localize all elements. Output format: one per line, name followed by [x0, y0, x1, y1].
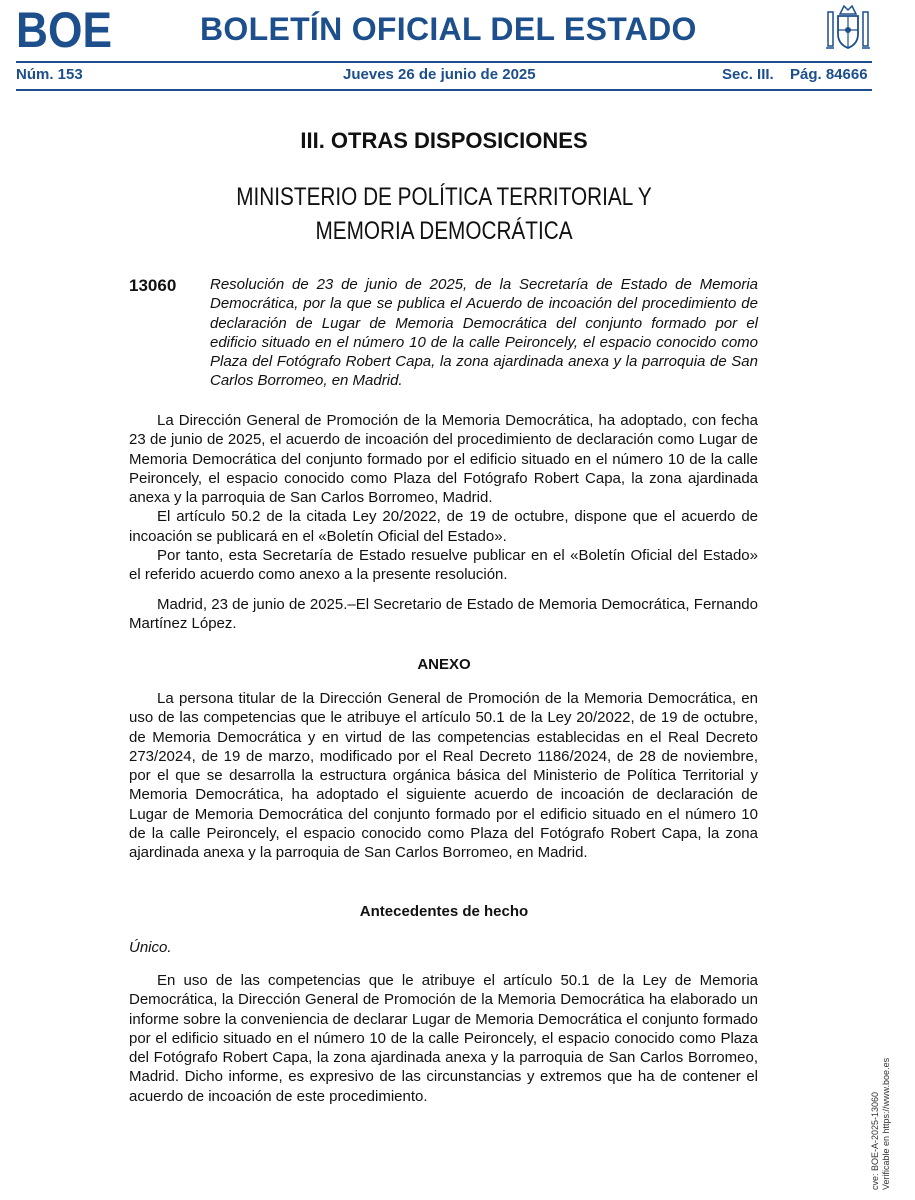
page-number: Pág. 84666: [790, 66, 868, 83]
header-rule-top: [16, 61, 872, 63]
margin-verify-url: Verificable en https://www.boe.es: [881, 1057, 891, 1190]
margin-cve: cve: BOE-A-2025-13060: [870, 1091, 880, 1190]
boe-logo-text: BOE: [16, 2, 112, 58]
section-label: Sec. III.: [722, 66, 774, 83]
publication-title: BOLETÍN OFICIAL DEL ESTADO: [200, 11, 697, 47]
annex-body: [129, 689, 758, 863]
section-title: III. OTRAS DISPOSICIONES: [300, 128, 588, 153]
resolution-body: [129, 411, 758, 585]
antecedentes-heading: Antecedentes de hecho: [359, 903, 529, 920]
disposition-number: 13060: [129, 276, 177, 295]
annex-paragraph-1: La persona titular de la Dirección General de Promoción de la Memoria Democrática, en uso de las competencias que le atribuye el artículo 50.1 de la Ley 20/2022, de 19 de octubre, de Memoria Democrática y en virtud de las competencias establecidas en el Real Decreto 273/2024, de 19 de marzo, modificado por el Real Decreto 1186/2024, de 28 de noviembre, por el que se desarrolla la estructura orgánica básica del Ministerio de Política Territorial y Memoria Democrática, ha adoptado el siguiente acuerdo de incoación de declaración de Lugar de Memoria Democrática del conjunto formado por el edificio situado en el número 10 de la calle Peironcely, el espacio conocido como Plaza del Fotógrafo Robert Capa, la zona ajardinada anexa y la parroquia de San Carlos Borromeo, en Madrid.: [129, 690, 758, 862]
annex-title: ANEXO: [417, 656, 471, 673]
issue-date: Jueves 26 de junio de 2025: [343, 66, 536, 83]
signature-text: Madrid, 23 de junio de 2025.–El Secretario de Estado de Memoria Democrática, Fernando Martínez López.: [129, 596, 758, 633]
body-paragraph-1: La Dirección General de Promoción de la Memoria Democrática, ha adoptado, con fecha 23 de junio de 2025, el acuerdo de incoación del procedimiento de declaración como Lugar de Memoria Democrática del conjunto formado por el edificio situado en el número 10 de la calle Peironcely, el espacio conocido como Plaza del Fotógrafo Robert Capa, la zona ajardinada anexa y la parroquia de San Carlos Borromeo, Madrid.: [129, 412, 758, 507]
unico-label: Único.: [129, 939, 172, 956]
boe-logo: [16, 2, 112, 58]
issue-number: Núm. 153: [16, 66, 83, 83]
unico-body: [129, 971, 758, 1106]
body-paragraph-3: Por tanto, esta Secretaría de Estado resuelve publicar en el «Boletín Oficial del Estado» el referido acuerdo como anexo a la presente resolución.: [129, 547, 758, 584]
signature-block: [129, 595, 758, 634]
ministry-title: MINISTERIO DE POLÍTICA TERRITORIAL Y MEMORIA DEMOCRÁTICA: [236, 183, 652, 245]
header-rule-bottom: [16, 89, 872, 91]
disposition-summary: Resolución de 23 de junio de 2025, de la Secretaría de Estado de Memoria Democrática, por la que se publica el Acuerdo de incoación del procedimiento de declaración de Lugar de Memoria Democrática del conjunto formado por el edificio situado en el número 10 de la calle Peironcely, el espacio conocido como Plaza del Fotógrafo Robert Capa, la zona ajardinada anexa y la parroquia de San Carlos Borromeo, en Madrid.: [210, 276, 758, 390]
body-paragraph-2: El artículo 50.2 de la citada Ley 20/2022, de 19 de octubre, dispone que el acuerdo de incoación se publicará en el «Boletín Oficial del Estado».: [129, 508, 758, 545]
margin-verification: [870, 1058, 892, 1190]
coat-of-arms-icon: [822, 2, 874, 54]
unico-paragraph: En uso de las competencias que le atribuye el artículo 50.1 de la Ley de Memoria Democrática, la Dirección General de Promoción de la Memoria Democrática ha elaborado un informe sobre la conveniencia de declarar Lugar de Memoria Democrática el conjunto formado por el edificio situado en el número 10 de la calle Peironcely, el espacio conocido como Plaza del Fotógrafo Robert Capa, la zona ajardinada anexa y la parroquia de San Carlos Borromeo, Madrid. Dicho informe, es expresivo de las circunstancias y extremos que ha de contener el acuerdo de incoación de este procedimiento.: [129, 972, 758, 1105]
